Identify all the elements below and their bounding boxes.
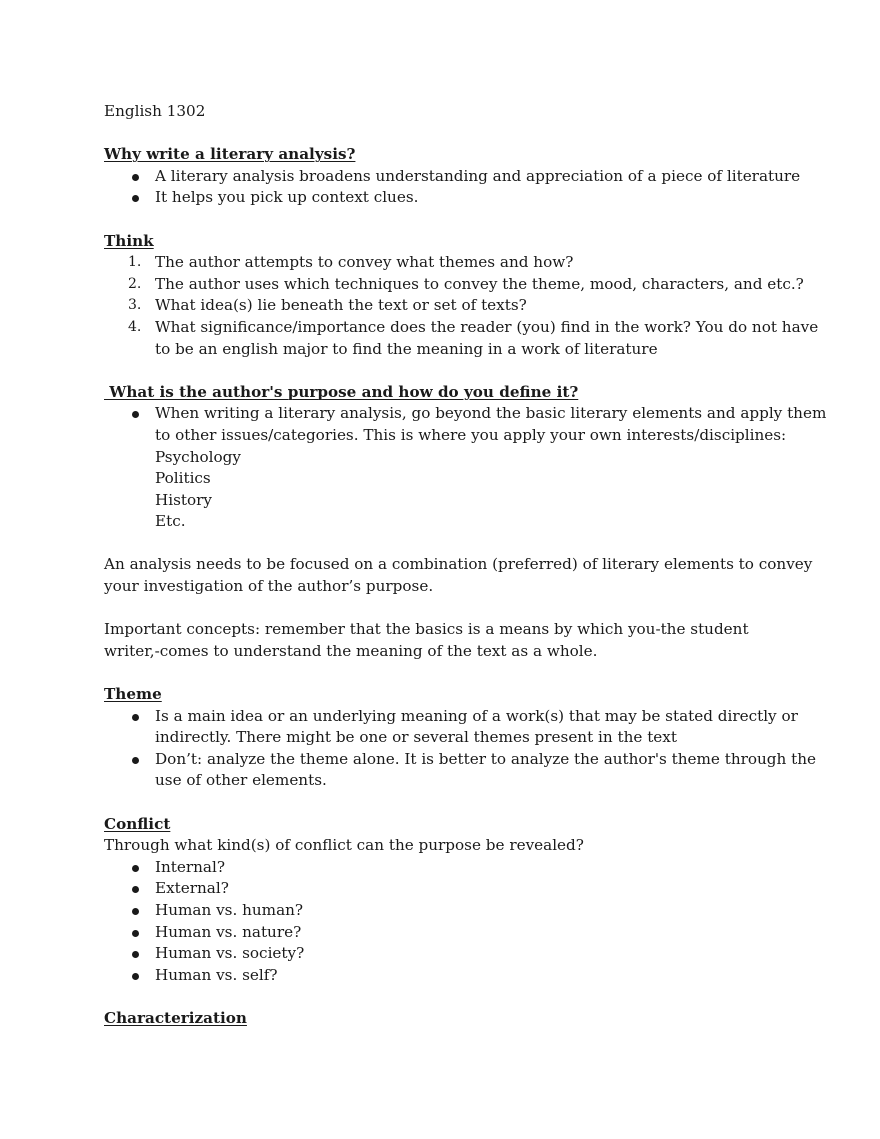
list-item: 4. What significance/importance does the reader (you) find in the work? You do not have to be an english major to find the meaning in a work of literature [128, 317, 819, 358]
bullet-icon [132, 930, 139, 937]
bullet-icon [132, 973, 139, 980]
list-item: A literary analysis broadens understanding and appreciation of a piece of literature [104, 166, 784, 188]
list-number: 2. [128, 275, 142, 292]
bullet-icon [132, 714, 139, 721]
concepts-paragraph: Important concepts: remember that the basics is a means by which you-the student writer,-comes to understand the meaning of the text as a whole. [104, 620, 749, 660]
list-item: 3. What idea(s) lie beneath the text or set of texts? [104, 295, 784, 317]
list-item: 1. The author attempts to convey what themes and how? [104, 252, 784, 274]
analysis-paragraph: An analysis needs to be focused on a combination (preferred) of literary elements to convey your investigation of the author’s purpose. [104, 555, 813, 596]
heading-characterization: Characterization [104, 1008, 247, 1027]
list-item: When writing a literary analysis, go beyond the basic literary elements and apply them to other issues/categories. This is where you apply your own interests/disciplines: Psychology Politics History Etc. [104, 403, 784, 533]
heading-purpose: What is the author's purpose and how do you define it? [104, 382, 579, 401]
course-title: English 1302 [104, 102, 206, 120]
list-item: External? [104, 878, 784, 900]
list-number: 1. [128, 254, 142, 271]
bullet-icon [132, 195, 139, 202]
heading-conflict: Conflict [104, 814, 171, 833]
discipline-item: Politics [155, 469, 211, 488]
list-item: Human vs. self? [104, 965, 784, 987]
list-item: It helps you pick up context clues. [104, 187, 784, 209]
list-item: Don’t: analyze the theme alone. It is better to analyze the author's theme through the use of other elements. [104, 749, 784, 792]
why-bullet-list [104, 166, 801, 209]
bullet-icon [132, 757, 139, 764]
discipline-item: Psychology [155, 447, 241, 466]
document-page [104, 101, 827, 1030]
purpose-bullet-list [104, 403, 827, 533]
bullet-icon [132, 908, 139, 915]
list-number: 4. [128, 318, 142, 335]
bullet-icon [132, 886, 139, 893]
list-number: 3. [128, 297, 142, 314]
think-numbered-list [104, 252, 819, 360]
discipline-item: History [155, 490, 212, 509]
list-item: Internal? [104, 857, 784, 879]
list-item: Human vs. society? [104, 943, 784, 965]
bullet-icon [132, 411, 139, 418]
conflict-intro: Through what kind(s) of conflict can the purpose be revealed? [104, 836, 584, 855]
bullet-icon [132, 865, 139, 872]
bullet-icon [132, 174, 139, 181]
heading-theme: Theme [104, 685, 162, 704]
list-item: Human vs. nature? [104, 922, 784, 944]
theme-bullet-list [104, 706, 816, 792]
heading-think: Think [104, 231, 154, 250]
list-item: 2. The author uses which techniques to convey the theme, mood, characters, and etc.? [104, 274, 784, 296]
heading-why: Why write a literary analysis? [104, 145, 356, 164]
bullet-icon [132, 951, 139, 958]
list-item: Human vs. human? [104, 900, 784, 922]
conflict-bullet-list [104, 857, 784, 987]
list-item: Is a main idea or an underlying meaning of a work(s) that may be stated directly or indirectly. There might be one or several themes present in the text [104, 706, 784, 749]
discipline-item: Etc. [155, 512, 186, 531]
